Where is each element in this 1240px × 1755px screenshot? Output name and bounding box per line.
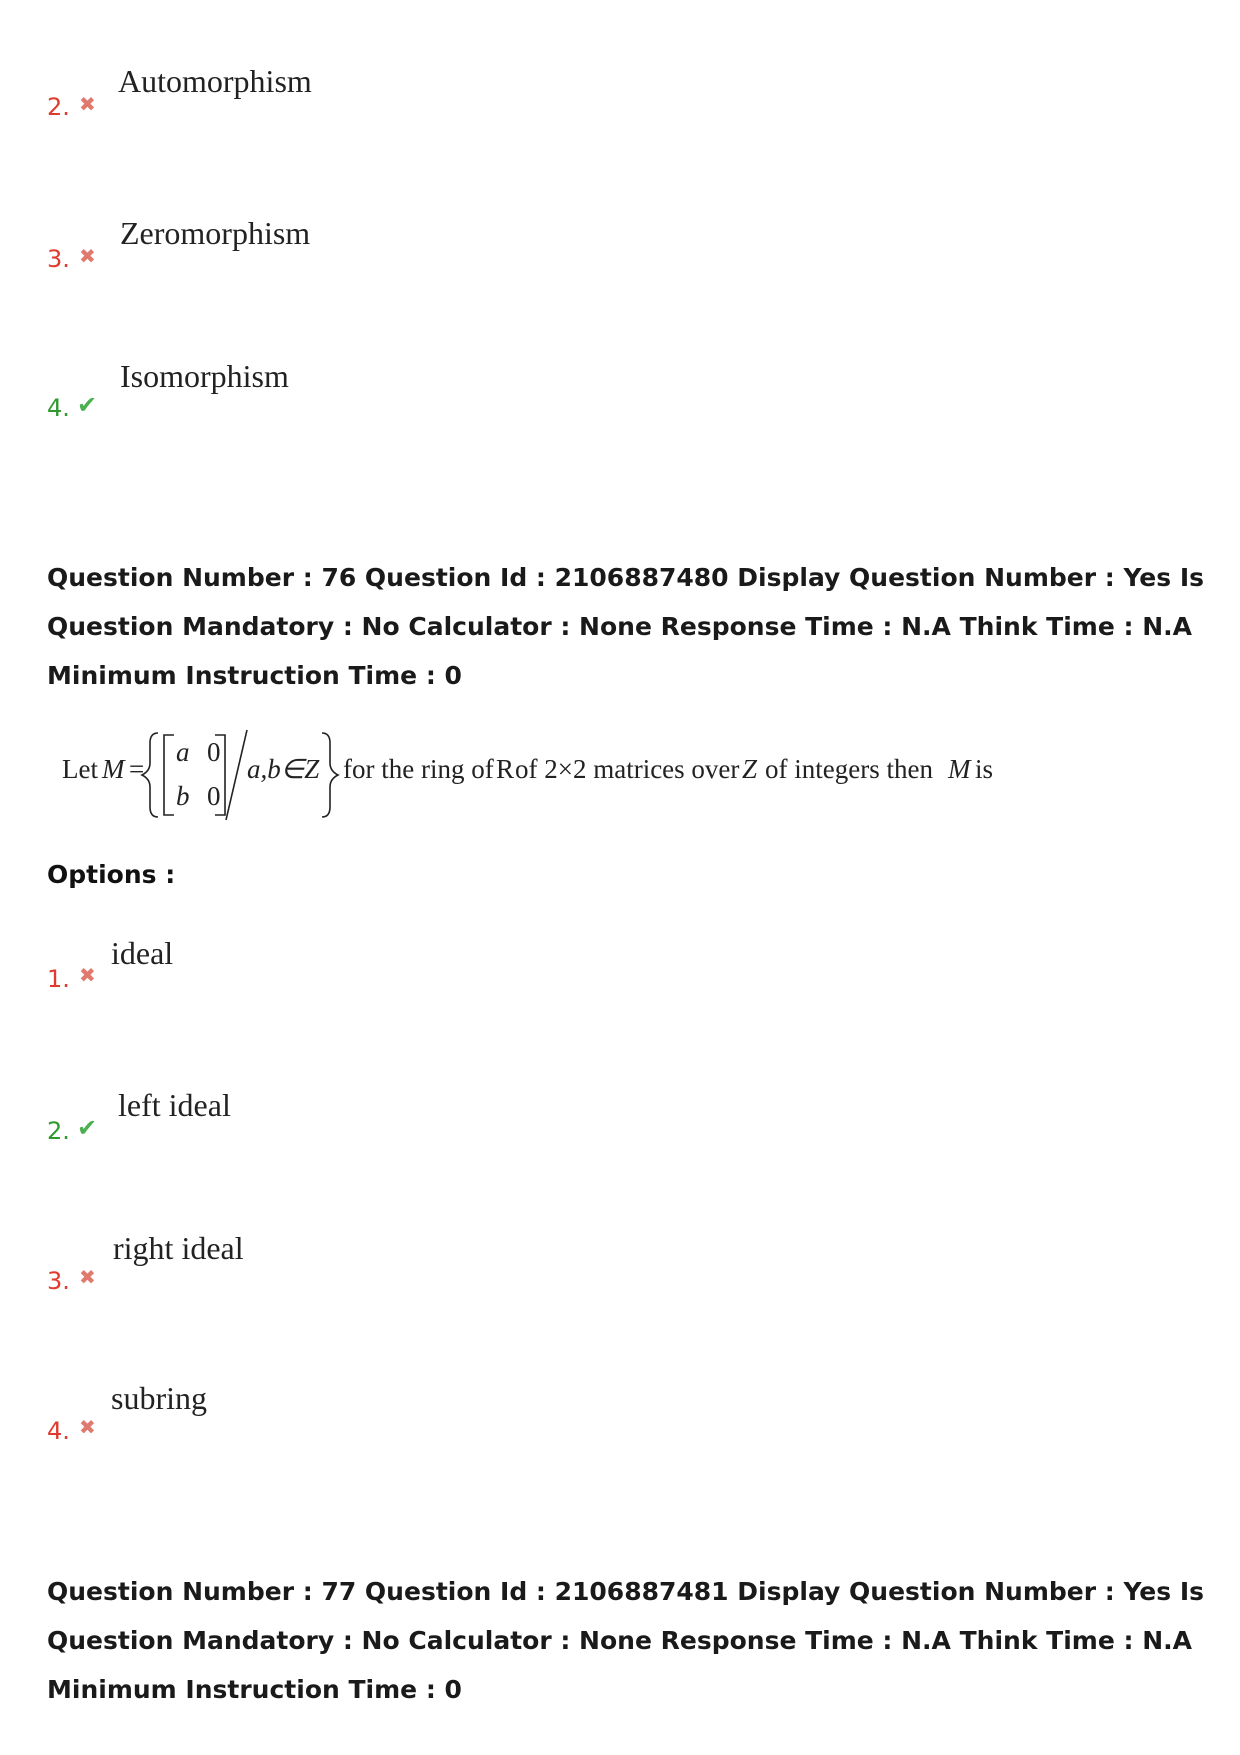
- check-icon: ✔: [77, 391, 98, 419]
- stem-text-2: of 2×2 matrices over: [515, 754, 740, 784]
- stem-eq: =: [129, 754, 145, 784]
- matrix-left-bracket: [164, 735, 174, 815]
- matrix-b: b: [176, 781, 190, 811]
- cross-icon: ✖: [79, 92, 96, 116]
- check-icon: ✔: [77, 1114, 98, 1142]
- option-number: 1.: [47, 965, 70, 993]
- stem-condition: a,b∈Z: [247, 754, 320, 784]
- option-number: 3.: [47, 245, 70, 273]
- option-text: ideal: [111, 935, 174, 971]
- option-number: 4.: [47, 1417, 70, 1445]
- cross-icon: ✖: [79, 963, 96, 987]
- matrix-zero-2: 0: [207, 781, 221, 811]
- stem-z: Z: [742, 754, 758, 784]
- question-meta: Question Number : 76 Question Id : 2106887480 Display Question Number : Yes Is Question Mandatory : No Calculator : None Response Time : N.A Think Time : N.A Minimum Instruction Time : 0: [47, 563, 1205, 690]
- option-number: 2.: [47, 93, 70, 121]
- cross-icon: ✖: [79, 244, 96, 268]
- stem-ring-symbol: R: [496, 754, 515, 784]
- option-number: 2.: [47, 1117, 70, 1145]
- matrix-a: a: [176, 737, 190, 767]
- option-text: subring: [111, 1380, 207, 1416]
- question-formula: [62, 725, 994, 825]
- matrix-zero-1: 0: [207, 737, 221, 767]
- option-text: left ideal: [118, 1087, 231, 1123]
- cross-icon: ✖: [79, 1265, 96, 1289]
- option-text: Automorphism: [118, 63, 312, 99]
- options-label: Options :: [47, 860, 176, 889]
- option-number: 4.: [47, 394, 70, 422]
- right-brace: [322, 733, 338, 817]
- option-number: 3.: [47, 1267, 70, 1295]
- such-that-slash: [226, 730, 247, 820]
- question-stem: [62, 725, 994, 825]
- question-meta: Question Number : 77 Question Id : 2106887481 Display Question Number : Yes Is Question Mandatory : No Calculator : None Response Time : N.A Think Time : N.A Minimum Instruction Time : 0: [47, 1577, 1205, 1704]
- cross-icon: ✖: [79, 1415, 96, 1439]
- option-text: Isomorphism: [120, 358, 289, 394]
- stem-let: Let: [62, 754, 98, 784]
- option-text: Zeromorphism: [120, 215, 311, 251]
- stem-text-3: of integers then: [765, 754, 933, 784]
- stem-text-4: is: [975, 754, 994, 784]
- stem-m: M: [102, 754, 125, 784]
- stem-text-1: for the ring of: [343, 754, 494, 784]
- left-brace: [142, 733, 158, 817]
- stem-m-2: M: [948, 754, 971, 784]
- option-text: right ideal: [113, 1230, 244, 1266]
